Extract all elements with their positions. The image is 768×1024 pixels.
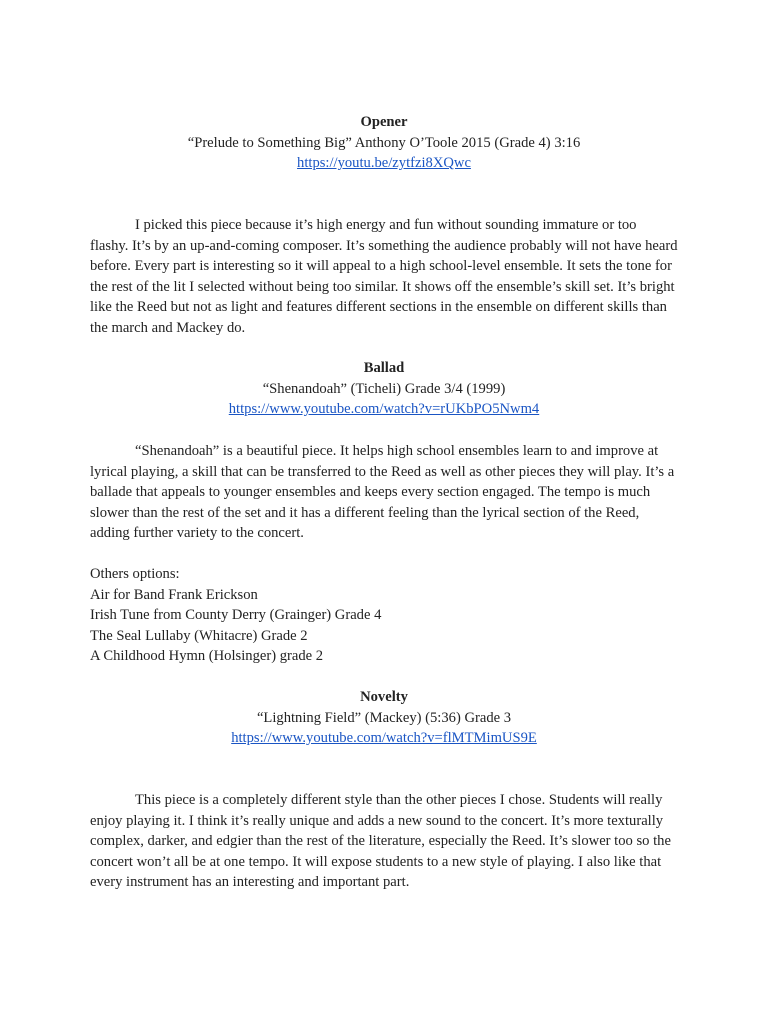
ballad-paragraph: “Shenandoah” is a beautiful piece. It helps high school ensembles learn to and improve at lyrical playing, a skill that can be transferred to the Reed as well as other pieces they will play. It’s a ballade that appeals to younger ensembles and keeps every section engaged. The tempo is much slower than the rest of the set and it has a different feeling than the lyrical section of the Reed, adding further variety to the concert. — [90, 443, 675, 542]
opener-link[interactable]: https://youtu.be/zytfzi8XQwc — [297, 155, 471, 172]
list-item: A Childhood Hymn (Holsinger) grade 2 — [90, 648, 324, 665]
other-options-label: Others options: — [90, 566, 180, 582]
ballad-heading: Ballad — [363, 360, 405, 376]
list-item: The Seal Lullaby (Whitacre) Grade 2 — [90, 627, 308, 644]
other-options-list — [90, 564, 678, 667]
list-item: Air for Band Frank Erickson — [90, 586, 258, 603]
novelty-header — [90, 687, 678, 749]
novelty-paragraph: This piece is a completely different style than the other pieces I chose. Students will really enjoy playing it. I think it’s really unique and adds a new sound to the concert. It’s more texturally complex, darker, and edgier than the rest of the literature, especially the Reed. It’s slower too so the concert won’t all be at one tempo. It will expose students to a new style of playing. I also like that every instrument has an interesting and important part. — [90, 792, 671, 891]
ballad-header — [90, 358, 678, 420]
ballad-link[interactable]: https://www.youtube.com/watch?v=rUKbPO5Nwm4 — [228, 401, 540, 418]
ballad-piece: “Shenandoah” (Ticheli) Grade 3/4 (1999) — [262, 380, 506, 397]
list-item: Irish Tune from County Derry (Grainger) Grade 4 — [90, 607, 382, 624]
opener-paragraph: I picked this piece because it’s high energy and fun without sounding immature or too flashy. It’s by an up-and-coming composer. It’s something the audience probably will not have heard before. Every part is interesting so it will appeal to a high school-level ensemble. It sets the tone for the rest of the lit I selected without being too similar. It shows off the ensemble’s skill set. It’s bright like the Reed but not as light and features different sections in the ensemble on different skills than the march and Mackey do. — [90, 217, 678, 336]
opener-piece: “Prelude to Something Big” Anthony O’Toole 2015 (Grade 4) 3:16 — [187, 134, 581, 151]
opener-header — [90, 112, 678, 174]
novelty-piece: “Lightning Field” (Mackey) (5:36) Grade 3 — [256, 709, 512, 726]
novelty-heading: Novelty — [360, 689, 408, 705]
novelty-link[interactable]: https://www.youtube.com/watch?v=flMTMimUS9E — [231, 730, 537, 747]
opener-heading: Opener — [360, 114, 408, 130]
